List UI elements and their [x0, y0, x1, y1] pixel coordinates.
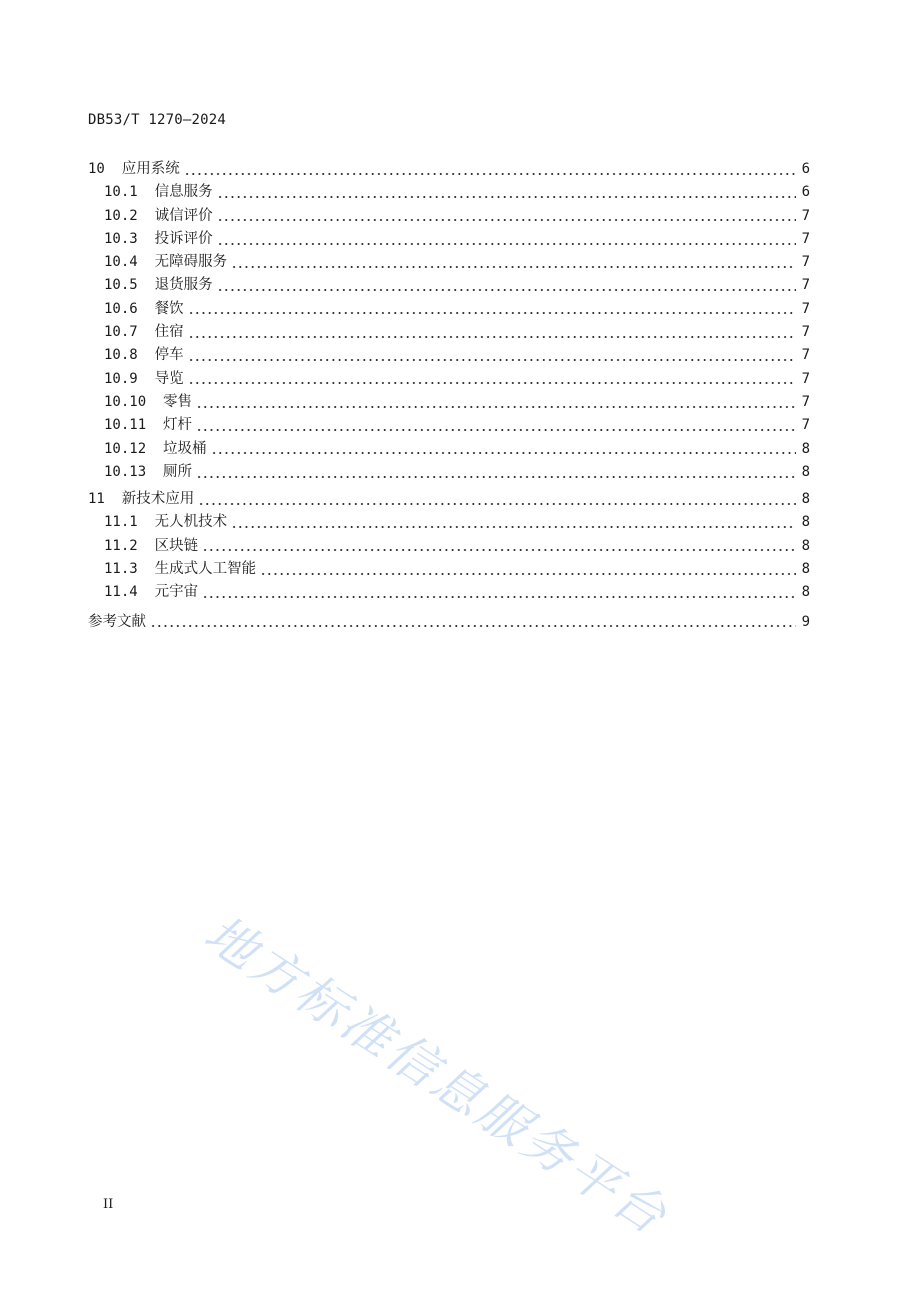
toc-number: 10.13	[104, 463, 147, 480]
footer-page-number: II	[103, 1197, 114, 1212]
toc-page-number: 8	[801, 463, 810, 480]
toc-entry-10-6[interactable]	[88, 298, 810, 321]
toc-number: 10.8	[104, 347, 138, 364]
toc-title: 区块链	[154, 537, 199, 554]
toc-page-number: 8	[801, 561, 810, 578]
toc-leader-dots	[217, 218, 796, 222]
toc-leader-dots	[184, 172, 796, 176]
toc-page-number: 8	[801, 537, 810, 554]
toc-title: 投诉评价	[154, 230, 213, 247]
toc-entry-references[interactable]	[88, 611, 810, 634]
watermark-text: 地方标准信息服务平台	[194, 904, 679, 1247]
toc-number: 11.4	[104, 584, 138, 601]
toc-entry-10-13[interactable]	[88, 461, 810, 484]
toc-entry-11-4[interactable]	[88, 581, 810, 604]
toc-entry-10-12[interactable]	[88, 438, 810, 461]
toc-entry-10-3[interactable]	[88, 228, 810, 251]
toc-leader-dots	[196, 475, 796, 479]
toc-page-number: 7	[801, 370, 810, 387]
toc-title: 信息服务	[154, 184, 213, 201]
toc-entry-11[interactable]	[88, 488, 810, 511]
toc-leader-dots	[198, 502, 796, 506]
toc-page-number: 7	[801, 417, 810, 434]
toc-title: 零售	[163, 393, 193, 410]
toc-entry-10-2[interactable]	[88, 205, 810, 228]
toc-title: 住宿	[154, 324, 184, 341]
toc-number: 11	[88, 491, 105, 508]
toc-title: 无人机技术	[154, 514, 228, 531]
toc-entry-10-9[interactable]	[88, 368, 810, 391]
toc-title: 无障碍服务	[154, 254, 228, 271]
toc-title: 垃圾桶	[163, 440, 207, 457]
toc-leader-dots	[231, 265, 796, 269]
toc-leader-dots	[150, 624, 796, 628]
toc-page-number: 7	[801, 230, 810, 247]
toc-entry-10-5[interactable]	[88, 274, 810, 297]
toc-page-number: 8	[801, 440, 810, 457]
toc-number: 11.1	[104, 514, 138, 531]
toc-entry-11-2[interactable]	[88, 535, 810, 558]
toc-number: 10.9	[104, 370, 138, 387]
document-code-header: DB53/T 1270—2024	[88, 112, 227, 128]
toc-title: 生成式人工智能	[154, 561, 257, 578]
toc-entry-10-11[interactable]	[88, 414, 810, 437]
toc-leader-dots	[188, 311, 796, 315]
toc-number: 10.10	[104, 393, 147, 410]
toc-leader-dots	[188, 335, 796, 339]
toc-number: 10.6	[104, 300, 138, 317]
toc-entry-10-1[interactable]	[88, 181, 810, 204]
toc-title: 停车	[154, 347, 184, 364]
table-of-contents	[88, 158, 810, 634]
toc-leader-dots	[217, 242, 796, 246]
toc-leader-dots	[260, 572, 796, 576]
toc-title: 餐饮	[154, 300, 184, 317]
toc-entry-10-7[interactable]	[88, 321, 810, 344]
toc-title: 应用系统	[121, 161, 180, 177]
toc-leader-dots	[217, 195, 796, 199]
toc-entry-10-10[interactable]	[88, 391, 810, 414]
toc-page-number: 8	[801, 584, 810, 601]
toc-page-number: 7	[801, 300, 810, 317]
toc-title: 导览	[154, 370, 184, 387]
toc-number: 10.3	[104, 230, 138, 247]
toc-page-number: 6	[801, 161, 810, 177]
toc-page-number: 7	[801, 207, 810, 224]
toc-leader-dots	[202, 548, 796, 552]
toc-number: 10.11	[104, 417, 147, 434]
toc-number: 11.3	[104, 561, 138, 578]
toc-leader-dots	[217, 288, 796, 292]
toc-number: 10.5	[104, 277, 138, 294]
toc-leader-dots	[231, 525, 796, 529]
toc-page-number: 7	[801, 277, 810, 294]
toc-leader-dots	[196, 405, 796, 409]
toc-title: 厕所	[163, 463, 193, 480]
toc-leader-dots	[211, 451, 796, 455]
toc-page-number: 8	[801, 491, 810, 508]
toc-title: 退货服务	[154, 277, 213, 294]
toc-number: 10.12	[104, 440, 147, 457]
toc-page-number: 7	[801, 324, 810, 341]
toc-entry-11-3[interactable]	[88, 558, 810, 581]
toc-number: 10.2	[104, 207, 138, 224]
toc-title: 灯杆	[163, 417, 193, 434]
toc-entry-11-1[interactable]	[88, 511, 810, 534]
toc-leader-dots	[188, 381, 796, 385]
toc-leader-dots	[188, 358, 796, 362]
toc-number: 10.7	[104, 324, 138, 341]
toc-entry-10-4[interactable]	[88, 251, 810, 274]
toc-title: 元宇宙	[154, 584, 199, 601]
toc-number: 11.2	[104, 537, 138, 554]
toc-title: 参考文献	[88, 613, 146, 630]
toc-page-number: 7	[801, 347, 810, 364]
toc-page-number: 6	[801, 184, 810, 201]
toc-entry-10[interactable]	[88, 158, 810, 181]
toc-number: 10.4	[104, 254, 138, 271]
toc-page-number: 9	[801, 613, 810, 630]
toc-number: 10.1	[104, 184, 138, 201]
toc-entry-10-8[interactable]	[88, 344, 810, 367]
toc-title: 诚信评价	[154, 207, 213, 224]
toc-title: 新技术应用	[121, 491, 195, 508]
toc-page-number: 8	[801, 514, 810, 531]
toc-page-number: 7	[801, 254, 810, 271]
toc-leader-dots	[196, 428, 796, 432]
toc-leader-dots	[202, 595, 796, 599]
toc-page-number: 7	[801, 393, 810, 410]
toc-number: 10	[88, 161, 105, 177]
